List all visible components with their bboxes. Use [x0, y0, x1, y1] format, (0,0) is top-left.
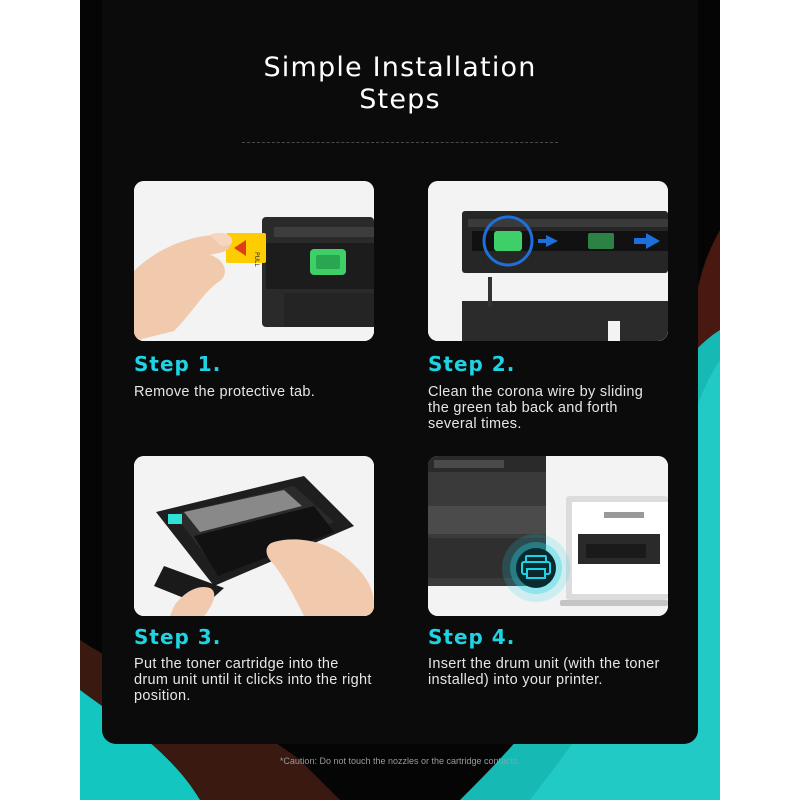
title-line-2: Steps: [359, 84, 441, 115]
step-3-label: Step 3.: [134, 625, 222, 649]
step-4-description: Insert the drum unit (with the toner installed) into your printer.: [428, 656, 660, 688]
installation-infographic: [80, 0, 720, 800]
step-1-description: Remove the protective tab.: [134, 384, 316, 400]
page-title: [102, 52, 698, 116]
steps-panel: [102, 0, 698, 744]
step-3-description: Put the toner cartridge into the drum unit until it clicks into the right position.: [134, 656, 372, 704]
green-tab: [494, 231, 522, 251]
step-4-label: Step 4.: [428, 625, 516, 649]
step-1-image: [134, 181, 374, 341]
title-line-1: Simple Installation: [263, 52, 537, 83]
step-4-image: [428, 456, 668, 616]
caution-note: *Caution: Do not touch the nozzles or the cartridge contacts.: [279, 756, 521, 766]
svg-text:PULL: PULL: [253, 252, 260, 267]
title-divider: [242, 142, 558, 143]
step-1-label: Step 1.: [134, 352, 222, 376]
step-2-label: Step 2.: [428, 352, 516, 376]
pull-tab-icon: [226, 233, 266, 267]
step-3-image: [134, 456, 374, 616]
step-2-description: Clean the corona wire by sliding the green tab back and forth several times.: [428, 384, 644, 432]
step-2-image: [428, 181, 668, 341]
